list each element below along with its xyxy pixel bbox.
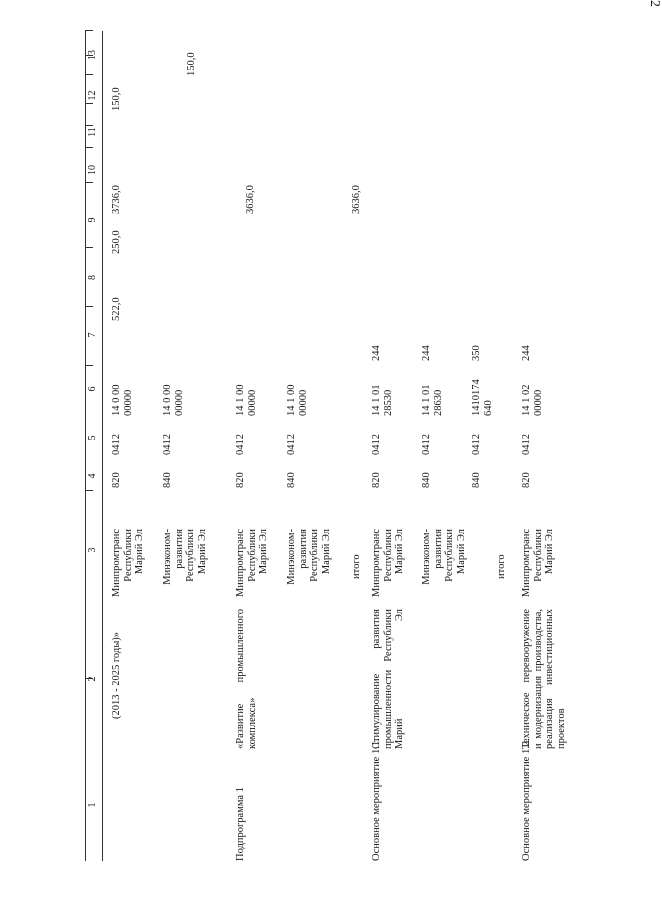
code-vr: 244 <box>371 345 382 361</box>
code-rzpr: 0412 <box>521 434 532 455</box>
column-number: 2 <box>87 676 98 682</box>
column-number: 9 <box>87 217 98 223</box>
value-col13: 150,0 <box>186 52 197 76</box>
code-grbs: 840 <box>421 472 432 488</box>
column-number: 5 <box>87 435 98 441</box>
page-number: 2 <box>647 0 662 7</box>
column-number: 3 <box>87 547 98 553</box>
code-rzpr: 0412 <box>111 434 122 455</box>
code-csr: 14 1 02 00000 <box>521 384 544 416</box>
code-csr: 14 0 00 00000 <box>162 384 185 416</box>
code-grbs: 820 <box>521 472 532 488</box>
responsible-executor: Минпромтранс Республики Марий Эл <box>111 529 145 598</box>
subprogram-label: Подпрограмма 1 <box>235 787 246 861</box>
code-rzpr: 0412 <box>421 434 432 455</box>
column-number: 1 <box>87 802 98 808</box>
code-rzpr: 0412 <box>235 434 246 455</box>
activity-title: Стимулирование развития промышленности Республики Марий Эл <box>371 609 405 749</box>
column-number: 11 <box>87 127 98 137</box>
code-rzpr: 0412 <box>471 434 482 455</box>
code-rzpr: 0412 <box>286 434 297 455</box>
responsible-executor: Минэконом- развития Республики Марий Эл <box>286 529 332 585</box>
code-grbs: 820 <box>235 472 246 488</box>
code-grbs: 840 <box>471 472 482 488</box>
code-rzpr: 0412 <box>162 434 173 455</box>
subprogram-title: «Развитие промышленного комплекса» <box>235 609 258 749</box>
code-csr: 14 1 01 28530 <box>371 384 394 416</box>
value-col12: 150,0 <box>111 87 122 111</box>
column-number: 13 <box>87 50 98 60</box>
column-number: 8 <box>87 275 98 280</box>
responsible-executor: Минпромтранс Республики Марий Эл <box>521 529 555 598</box>
code-vr: 244 <box>421 345 432 361</box>
column-number: 10 <box>87 165 98 175</box>
responsible-executor: Минэконом- развития Республики Марий Эл <box>162 529 208 585</box>
responsible-executor: Минпромтранс Республики Марий Эл <box>235 529 269 598</box>
code-csr: 14 1 01 28630 <box>421 384 444 416</box>
header-top-rule <box>85 31 86 861</box>
code-grbs: 820 <box>111 472 122 488</box>
value-col9: 250,0 <box>111 230 122 254</box>
column-divider <box>85 30 93 31</box>
value-col10: 3636,0 <box>245 185 256 214</box>
column-number: 12 <box>87 90 98 101</box>
value-col10-total: 3636,0 <box>351 185 362 214</box>
code-vr: 244 <box>521 345 532 361</box>
code-csr: 1410174 640 <box>471 379 494 416</box>
code-grbs: 820 <box>371 472 382 488</box>
responsible-executor: Минэконом- развития Республики Марий Эл <box>421 529 467 585</box>
header-bottom-rule <box>102 31 103 861</box>
column-number: 6 <box>87 386 98 392</box>
activity-label: Основное мероприятие 1.2. <box>521 738 532 861</box>
column-number: 4 <box>87 473 98 479</box>
activity-title: Техническое перевооружение и модернизация производства, реализация инвестиционных проектов <box>521 609 567 749</box>
code-vr: 350 <box>471 345 482 361</box>
total-label: итого <box>496 554 507 579</box>
code-grbs: 840 <box>162 472 173 488</box>
activity-label: Основное мероприятие 1.1. <box>371 738 382 861</box>
value-col8: 522,0 <box>111 297 122 321</box>
code-csr: 14 0 00 00000 <box>111 384 134 416</box>
value-col10: 3736,0 <box>111 185 122 214</box>
code-csr: 14 1 00 00000 <box>286 384 309 416</box>
code-rzpr: 0412 <box>371 434 382 455</box>
total-label: итого <box>351 554 362 579</box>
program-period: (2013 - 2025 годы)» <box>111 631 122 719</box>
responsible-executor: Минпромтранс Республики Марий Эл <box>371 529 405 598</box>
code-csr: 14 1 00 00000 <box>235 384 258 416</box>
column-number: 7 <box>87 332 98 338</box>
budget-table <box>85 31 630 861</box>
code-grbs: 840 <box>286 472 297 488</box>
